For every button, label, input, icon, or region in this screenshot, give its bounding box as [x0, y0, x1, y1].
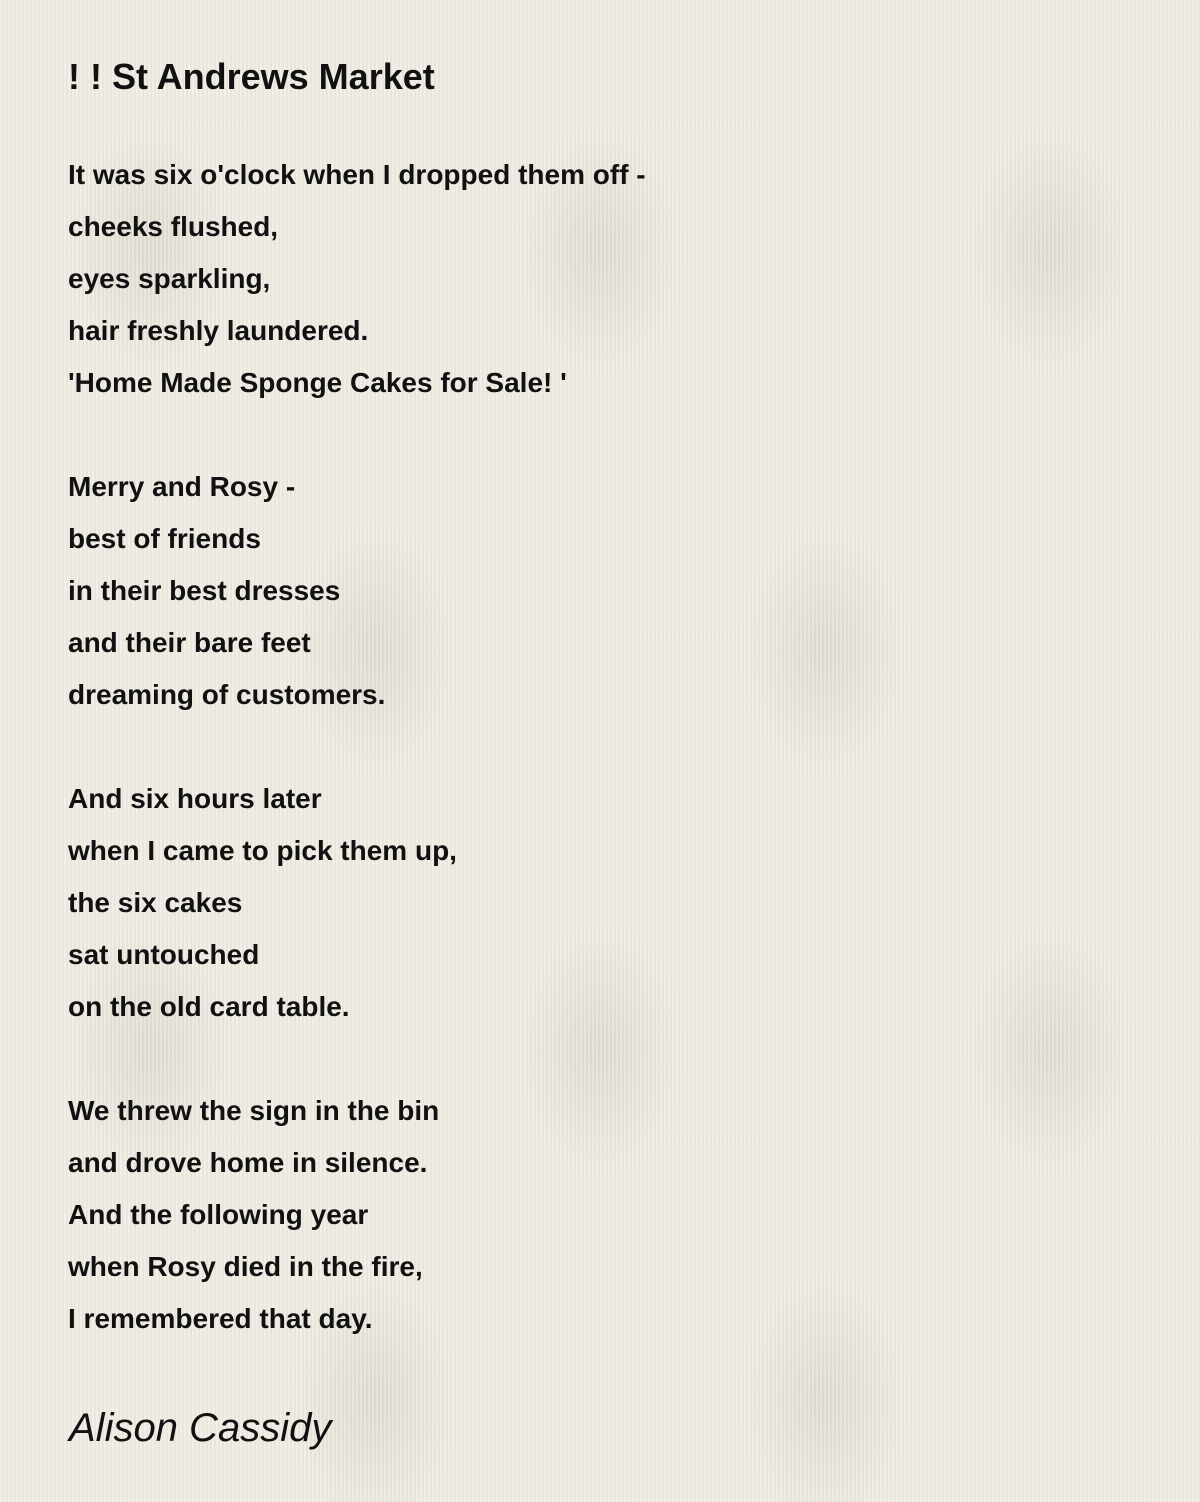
poem-title: ! ! St Andrews Market — [68, 56, 435, 97]
poem-line: the six cakes — [68, 887, 243, 918]
poem-container — [68, 52, 1148, 1397]
poem-line: It was six o'clock when I dropped them off - — [68, 159, 646, 190]
poem-line: dreaming of customers. — [68, 679, 386, 710]
stanza-2 — [68, 461, 1148, 721]
poem-line: best of friends — [68, 523, 261, 554]
poem-line: and drove home in silence. — [68, 1147, 428, 1178]
poem-line: on the old card table. — [68, 991, 350, 1022]
stanza-1 — [68, 149, 1148, 409]
poem-line: cheeks flushed, — [68, 211, 279, 242]
poem-line: eyes sparkling, — [68, 263, 271, 294]
poem-line: when I came to pick them up, — [68, 835, 457, 866]
poem-line: sat untouched — [68, 939, 260, 970]
poem-line: Merry and Rosy - — [68, 471, 296, 502]
poem-author: Alison Cassidy — [69, 1406, 332, 1450]
poem-line: 'Home Made Sponge Cakes for Sale! ' — [68, 367, 567, 398]
stanza-3 — [68, 773, 1148, 1033]
poem-line: And the following year — [68, 1199, 369, 1230]
poem-line: And six hours later — [68, 783, 322, 814]
poem-body — [68, 149, 1148, 1345]
poem-line: and their bare feet — [68, 627, 311, 658]
poem-line: when Rosy died in the fire, — [68, 1251, 423, 1282]
stanza-4 — [68, 1085, 1148, 1345]
poem-line: I remembered that day. — [68, 1303, 373, 1334]
poem-line: We threw the sign in the bin — [68, 1095, 440, 1126]
poem-line: hair freshly laundered. — [68, 315, 369, 346]
poem-line: in their best dresses — [68, 575, 341, 606]
